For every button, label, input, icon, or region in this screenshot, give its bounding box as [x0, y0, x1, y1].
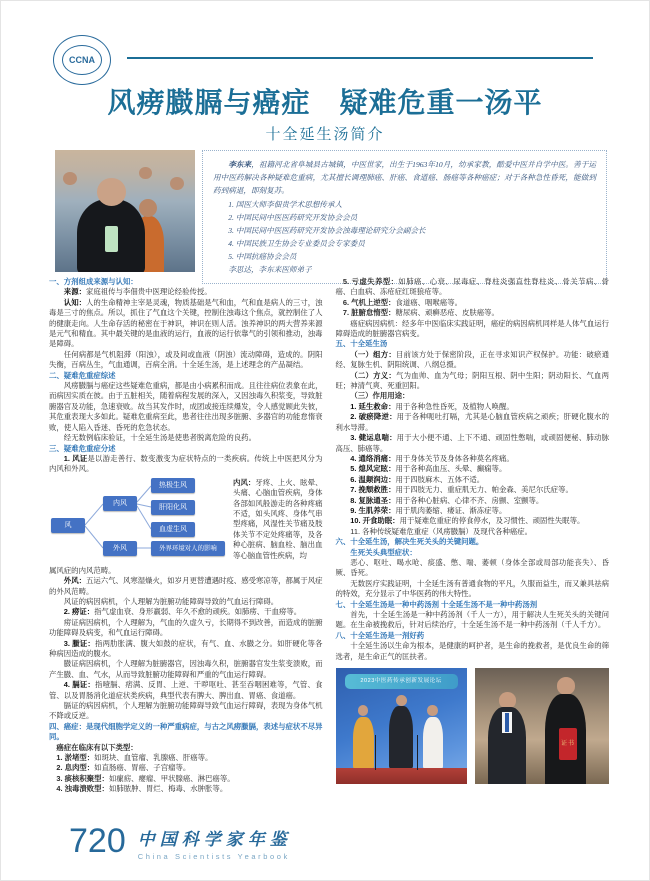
certificate-photo	[475, 668, 609, 784]
paragraph: 臌证病因病机，个人理解为脏腑器官，因浊毒久积，脏腑器官发生浆变溃败，而产生臌、血、气水，从而导致脏腑功能障碍和严重的气血运行障碍。	[49, 659, 323, 679]
paragraph	[49, 287, 323, 297]
diagram-node-outer-wind: 外风	[103, 541, 137, 556]
photo-figure	[389, 706, 413, 767]
paragraph-text: 用于各种急性昏死，及植物人唤醒。	[395, 401, 514, 411]
photo-mic-stand	[417, 735, 418, 770]
paragraph-text: 是以游走善行、数变激变为症状特点的一类疾病。传统上中医把风分为内风和外风。	[49, 453, 323, 474]
paragraph: 十全延生汤以生命为根本，是健康的呵护者，是生命的挽救者，是优良生命的筛选者，是生命正气的匡扶者。	[335, 641, 609, 661]
photo-figure	[427, 705, 438, 715]
list-item	[49, 753, 323, 763]
run-in-label: 内风：	[233, 477, 256, 487]
run-in-label: 1. 风证	[63, 453, 88, 463]
diagram-node-liver-wind: 肝阳化风	[151, 500, 195, 515]
run-in-label: 3. 健运息喘：	[350, 433, 397, 443]
intro-section	[55, 150, 607, 284]
yearbook-title-cn: 中国科学家年鉴	[137, 830, 292, 849]
photo-figure	[358, 705, 369, 715]
paragraph-text: 指噎膈、痞满、反胃、上逆、干哕呕吐、甚至吞咽困难等，气管、食管、以及胃肠消化道症状类疾病，典型代表有脾大、脾出血、胃癌、食道癌。	[49, 680, 323, 700]
run-in-label: 6. 温颠润边：	[350, 474, 396, 484]
list-item	[49, 763, 323, 773]
paragraph-text: 用于疑难危重症的停食停水，及习惯性、顽固性失眠等。	[399, 516, 585, 526]
paragraph-text: 用于各种心脏病、心律不齐、房颤、室颤等。	[395, 495, 544, 505]
list-item	[49, 774, 323, 784]
diagram-node-wind: 风	[51, 518, 85, 533]
photo-carpet	[336, 768, 467, 784]
paragraph-text: 指气虚血衰、身形羸弱、年久不愈的顽疾。如肺痨、干血痨等。	[94, 607, 302, 617]
paragraph: 无数医疗实践证明，十全延生汤有普通食物的平凡，久服而益生，而又兼具祛病的特效，充分显示了中华医药的伟大特性。	[335, 578, 609, 599]
run-in-label: 来源：	[63, 287, 86, 297]
photo-mic-stand	[375, 735, 376, 770]
paragraph-text: 糖尿病、顽癣恶疮、皮肤癌等。	[395, 308, 499, 318]
yearbook-logo	[53, 35, 111, 85]
photo-figure	[139, 199, 157, 217]
paragraph-text: 如直肠癌、胃癌、子宫瘤等。	[94, 763, 191, 773]
bio-paragraph	[213, 158, 596, 197]
paragraph-text: 食道癌、咽喉癌等。	[395, 297, 462, 307]
photo-figure	[170, 177, 184, 190]
certificate-cover: 证书	[559, 728, 576, 759]
cancer-types-intro: 癌症在临床有以下类型：	[56, 742, 138, 752]
paragraph	[49, 298, 323, 350]
paragraph: 恶心、呕吐、喝水呛、痰盛、憋、喘、萎顿（身体全部或局部功能丧失）、昏厥、昏死。	[335, 557, 609, 578]
run-in-label: 2. 破瘀降逆：	[350, 412, 397, 422]
paragraph: 任何病都是气机阻滞（阳浊），或及间或血液（阴浊）流动障碍，造成的。阴阳失衡，百病丛生，气血通调，百病全消。十全延生汤，是上述理念的产品凝结。	[49, 349, 323, 370]
section-heading-7: 七、十全延生汤是一种中药汤剂 十全延生汤不是一种中药汤剂	[335, 599, 538, 609]
paragraph-text: 指两肋胀满、腹大如鼓的症状，有气、血、水臌之分。如肝硬化等各种病因造成的腹水。	[49, 638, 323, 658]
diagram-node-inner-wind: 内风	[103, 496, 137, 511]
photo-figure	[139, 167, 152, 179]
page-footer	[69, 823, 292, 861]
list-item	[336, 433, 610, 454]
list-item	[49, 784, 323, 794]
list-item	[336, 402, 610, 412]
paragraph-text: 如肺脓肿、胃烂、梅毒、水肿胀等。	[108, 784, 228, 794]
paragraph-text: 用于各种高血压、头晕、癫痫等。	[395, 464, 507, 474]
paragraph	[49, 576, 323, 597]
paragraph	[336, 371, 610, 392]
diagram-node-environment: 外界环境对人的影响	[151, 541, 225, 556]
credential-line: 4. 中国民族卫生协会专业委员会专家委员	[228, 239, 365, 249]
paragraph	[336, 350, 610, 371]
credential-line: 2. 中国民间中医医药研究开发协会会员	[228, 213, 358, 223]
paragraph-text: 如瘰疬、瘿瘤、甲状腺癌、淋巴癌等。	[108, 773, 235, 783]
run-in-label: 4. 膈证：	[63, 680, 95, 690]
logo-outer-ring	[53, 35, 111, 85]
run-in-label: 8. 复脉通圣：	[350, 495, 396, 505]
left-column	[49, 277, 323, 795]
paragraph-text: 用于四肢无力、重症肌无力、帕金森、美尼尔氏症等。	[395, 485, 573, 495]
sub-heading: 生死关头典型症状：	[350, 547, 417, 557]
paragraph: 癌症病因病机：经多年中医临床实践证明，癌症的病因病机同样是人体气血运行障碍造成的脏腑器官病变。	[335, 318, 609, 339]
bio-text: ，祖籍河北省阜城县古城镇，中医世家，出生于1963年10月，幼承家教，酷爱中医并自学中医。善于运用中医药解决各种疑难危重病，尤其擅长调理肺癌、肝癌、食道癌、肠癌等各种癌症；对于各种急性昏死，能做到药到病退，即刻复苏。	[213, 160, 596, 196]
run-in-label: （二）方义：	[350, 370, 396, 380]
paragraph-text: 如肺癌、心衰、尿毒症、脊柱炎强直性脊柱炎、骨关节病、骨癌、白血病、冻疮症红斑狼疮等。	[335, 277, 609, 297]
page-title: 风痨臌膈与癌症 疑难危重一汤平	[107, 88, 543, 119]
section-heading-2: 二、疑难危重症综述	[49, 370, 116, 380]
photo-figure	[63, 172, 77, 185]
paragraph: 痨证病因病机，个人理解为，气血的久虚久亏，长期得不到改善，而造成的脏腑功能障碍及病变，和气血运行障碍。	[49, 617, 323, 638]
list-item	[336, 496, 610, 506]
photo-figure	[423, 717, 443, 768]
paragraph-text: 五运六气、风寒湿燥火，如岁月更替遭遇时疫、感受寒凉等，都属于风症的外风范畴。	[49, 576, 323, 596]
paragraph-text: 牙疼、上火、眩晕、头痛、心脑血管疾病，身体各部如风般游走的各种疼痛不适，如头风疼、身体气串型疼痛，风湿性关节痛及肢体关节不定处疼痛等，及各种心脏病、脑血栓、脑出血等心脑血管性疾病，均	[233, 477, 323, 560]
intro-photo	[55, 150, 195, 272]
section-heading-5: 五、十全延生汤	[335, 339, 388, 349]
run-in-label: 5. 熄风定眩：	[350, 464, 396, 474]
right-column	[336, 277, 610, 795]
section-heading-3: 三、疑难危重症分述	[49, 443, 116, 453]
list-item	[336, 516, 610, 526]
run-in-label: 3. 痰核积聚型：	[56, 773, 109, 783]
photo-figure	[353, 717, 374, 768]
list-item	[336, 475, 610, 485]
paragraph: 属风症的内风范畴。	[49, 565, 116, 575]
photo-figure	[499, 692, 516, 708]
run-in-label: 外风：	[63, 576, 86, 586]
photo-figure	[396, 695, 407, 706]
body-columns	[49, 277, 609, 795]
run-in-label: 2. 痨证：	[63, 607, 95, 617]
paragraph-text: 目前该方处于保密阶段，正在寻求知识产权保护。功能：破瘀通经、复脉生机、阴阳统调、八纲总摄。	[335, 349, 609, 370]
run-in-label: 1. 淤堵型：	[56, 753, 95, 763]
list-item	[336, 308, 610, 318]
list-item	[336, 412, 610, 433]
header-rule	[127, 57, 593, 59]
run-in-label: 2. 息肉型：	[56, 763, 95, 773]
paragraph: 经无数例临床验证，十全延生汤是使患者脱离危险的良药。	[63, 433, 256, 443]
logo-text: CCNA	[62, 45, 102, 75]
forum-photo	[336, 668, 467, 784]
list-item: 11. 各种传统疑难危重症（风痨臌膈）及现代各种癌症。	[350, 526, 533, 536]
list-item	[336, 454, 610, 464]
diagram-node-blood-wind: 血虚生风	[151, 522, 195, 537]
paragraph-text: 人的生命精神主宰是灵魂，物质基础是气和血，气和血是病人的三寸，浊毒是三寸的焦点。所以，抓住了气血这个关键，控制住浊毒这个焦点，就控制住了人的健康走向。人生命存活的秘密在于神识，神识在则人活。浊养神识的两大营养来源是元气和精血。其中最关键的是血液的运行，血液的运行依靠气的引领和推动，浊毒是障碍。	[49, 297, 323, 349]
run-in-label: 10. 开食助眠：	[350, 516, 400, 526]
list-item	[336, 506, 610, 516]
list-item	[336, 298, 610, 308]
forum-banner: 2023中医药传承创新发展论坛	[345, 674, 458, 689]
credential-line: 3. 中国民间中医医药研究开发协会浊毒理论研究分会副会长	[228, 226, 426, 236]
list-item	[336, 464, 610, 474]
paragraph	[49, 607, 323, 617]
credential-line: 1. 国医大师李佃贵学术思想传承人	[228, 200, 343, 210]
paragraph-text: 用于肌肉萎缩、痿证、渐冻症等。	[395, 505, 507, 515]
diagram-node-heat-wind: 热极生风	[151, 478, 195, 493]
section-heading-4: 四、癌症：是现代细胞学定义的一种严重病症，与古之风痨臌膈，表述与症状不尽异同。	[49, 721, 323, 742]
photo-gallery	[336, 668, 610, 784]
paragraph	[233, 478, 323, 561]
run-in-label: 认知：	[63, 297, 86, 307]
paragraph-text: 气为血帅、血为气母；阴阳互根、阴中生阳；阴动阳长、气血两旺；神清气爽、死重回阳。	[335, 370, 609, 391]
section-heading-1: 一、方剂组成来源与认知：	[49, 277, 138, 286]
paragraph: 风证的病因病机，个人理解为脏腑功能障碍导致的气血运行障碍。	[63, 596, 279, 606]
page-number: 720	[69, 822, 126, 860]
section-heading-8: 八、十全延生汤是一剂好药	[335, 630, 425, 640]
credential-line: 5. 中国抗癌协会会员	[228, 252, 297, 262]
photo-figure	[557, 677, 576, 694]
list-item	[336, 277, 610, 298]
bio-box	[202, 150, 607, 284]
run-in-label: 4. 通络消痛：	[350, 453, 396, 463]
wind-diagram-row	[49, 478, 323, 566]
wind-classification-diagram	[49, 478, 227, 566]
run-in-label: （一）组方：	[350, 349, 396, 359]
run-in-label: 5. 亏虚失养型：	[342, 277, 399, 286]
paragraph-text: 家庭祖传与李佃贵中医理论经验传授。	[85, 287, 212, 297]
photo-tie	[505, 713, 509, 732]
bio-name: 李东来	[228, 160, 252, 169]
paragraph-text: 用于身体关节及身体各种莫名疼痛。	[395, 453, 514, 463]
run-in-label: 7. 脏腑怠惰型：	[342, 308, 396, 318]
paragraph: 首先，十全延生汤是一种中药汤剂（千人一方），用于解决人生死关头的关键问题。在生命被挽救后，针对后续治疗，十全延生汤不是一种中药汤剂（千人千方）。	[335, 610, 609, 630]
section-heading-6: 六、十全延生汤，解决生死关头的关键问题。	[335, 537, 484, 547]
paragraph	[49, 639, 323, 660]
photo-badge	[105, 226, 118, 253]
credential-line: 李思达，李东来医师弟子	[228, 265, 312, 275]
paragraph-text: 用于四肢麻木、五体不适。	[395, 474, 485, 484]
run-in-label: 9. 生肌养荣：	[350, 505, 396, 515]
yearbook-title-en: China Scientists Yearbook	[137, 852, 290, 861]
paragraph-text: 用于大小便不通、上下不通、顽固性憋喘，或顽固便秘、肺动脉高压、肺癌等。	[335, 433, 609, 453]
list-item	[336, 485, 610, 495]
paragraph: 膈证的病因病机，个人理解为脏腑功能障碍导致气血运行障碍，表现为身体气机不降或反逆。	[49, 701, 323, 721]
page-subtitle: 十全延生汤简介	[265, 126, 385, 143]
paragraph: 风痨臌膈与癌症这些疑难危重病，都是由小病累积而成。且往往病位表象在此，而病因实质在彼。由于五脏相关，随着病程发展的深入，又因浊毒久积浆变，导致脏腑器官及功能，急速衰败。故当其发作时，成团或接连续爆发，令人感觉顾此失彼，其危重表现大多如此。疑难危重病至此，患者往往出现多脏腑、多器官的功能怠惰衰败，使人陷入昏迷、昏死的危急状态。	[49, 381, 323, 432]
run-in-label: 7. 挽颓救胜：	[350, 485, 396, 495]
inner-wind-description	[233, 478, 323, 566]
yearbook-title-block	[138, 823, 292, 861]
uses-intro: （三）作用用途：	[350, 391, 410, 401]
paragraph	[49, 454, 323, 475]
paragraph	[49, 680, 323, 701]
paragraph-text: 如斑块、血管瘤、乳腺癌、肝癌等。	[94, 753, 213, 763]
run-in-label: 6. 气机上逆型：	[342, 297, 396, 307]
run-in-label: 1. 延生救命：	[350, 401, 396, 411]
run-in-label: 3. 臌证：	[63, 638, 95, 648]
run-in-label: 4. 浊毒溃败型：	[56, 784, 109, 794]
paragraph-text: 用于各种呃吐打嗝，尤其是心脑血管疾病之顽疾；肝硬化腹水的利水导滞。	[335, 412, 609, 432]
